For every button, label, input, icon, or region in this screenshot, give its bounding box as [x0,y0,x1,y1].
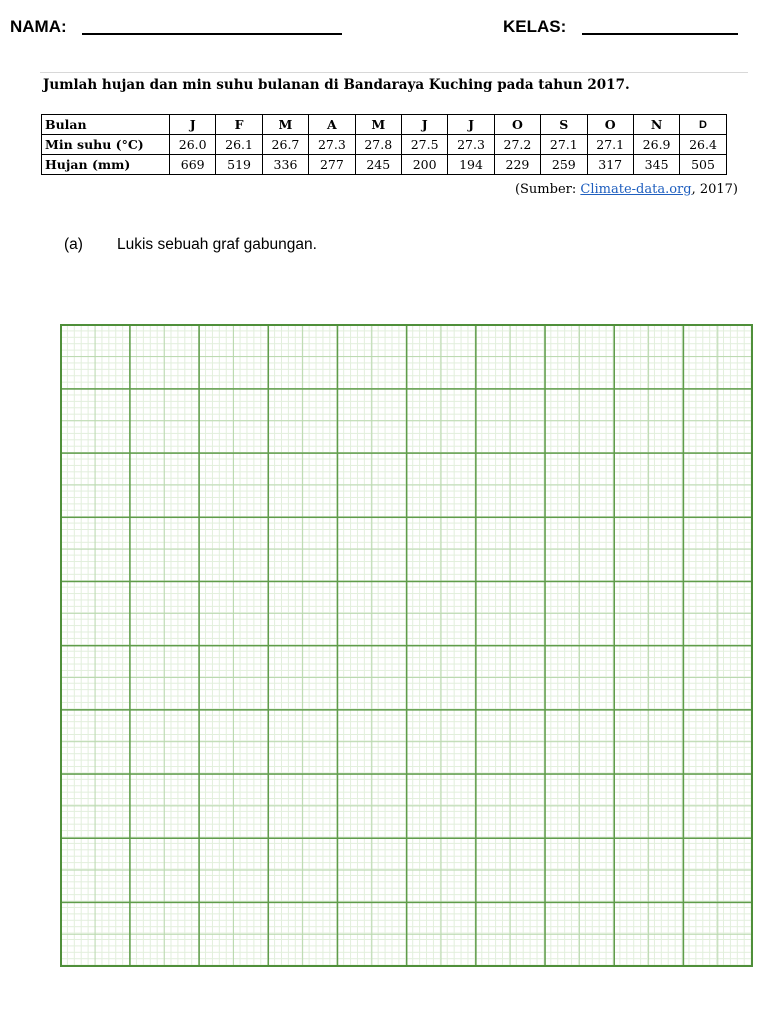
table-caption: Jumlah hujan dan min suhu bulanan di Bandaraya Kuching pada tahun 2017. [43,77,630,93]
temperature-cell: 27.2 [494,135,540,155]
month-cell: M [355,115,401,135]
month-cell: D [680,115,726,135]
temperature-cell: 26.1 [216,135,262,155]
month-cell: O [494,115,540,135]
table-row-months [42,115,727,135]
rainfall-cell: 229 [494,155,540,175]
rainfall-cell: 345 [633,155,679,175]
rainfall-cell: 669 [170,155,216,175]
row-label-rainfall: Hujan (mm) [42,155,170,175]
temperature-cell: 27.1 [587,135,633,155]
temperature-cell: 27.8 [355,135,401,155]
month-cell: J [170,115,216,135]
row-label-temperature: Min suhu (°C) [42,135,170,155]
rainfall-cell: 317 [587,155,633,175]
question-number: (a) [64,236,83,253]
temperature-cell: 26.0 [170,135,216,155]
temperature-cell: 27.3 [309,135,355,155]
temperature-cell: 26.9 [633,135,679,155]
rainfall-cell: 245 [355,155,401,175]
month-cell: J [401,115,447,135]
name-fill-line[interactable] [82,33,342,35]
question-text: Lukis sebuah graf gabungan. [117,236,317,253]
temperature-cell: 27.5 [401,135,447,155]
rainfall-cell: 336 [262,155,308,175]
caption-divider [40,72,748,73]
graph-paper[interactable] [60,324,753,967]
rainfall-cell: 505 [680,155,726,175]
month-cell: O [587,115,633,135]
row-label-month: Bulan [42,115,170,135]
month-cell: A [309,115,355,135]
rainfall-cell: 200 [401,155,447,175]
rainfall-cell: 277 [309,155,355,175]
class-label: KELAS: [503,17,567,36]
temperature-cell: 27.3 [448,135,494,155]
name-label: NAMA: [10,17,67,36]
temperature-cell: 26.4 [680,135,726,155]
month-cell: S [541,115,587,135]
source-link[interactable]: Climate-data.org [580,182,692,197]
rainfall-cell: 194 [448,155,494,175]
month-cell: F [216,115,262,135]
month-cell: N [633,115,679,135]
source-prefix: (Sumber: [514,182,581,197]
climate-table [41,114,727,175]
rainfall-cell: 519 [216,155,262,175]
class-fill-line[interactable] [582,33,738,35]
temperature-cell: 26.7 [262,135,308,155]
table-row-rainfall [42,155,727,175]
source-citation [515,181,738,199]
source-suffix: , 2017) [691,182,738,197]
month-cell: M [262,115,308,135]
month-cell: J [448,115,494,135]
table-row-temperature [42,135,727,155]
rainfall-cell: 259 [541,155,587,175]
temperature-cell: 27.1 [541,135,587,155]
